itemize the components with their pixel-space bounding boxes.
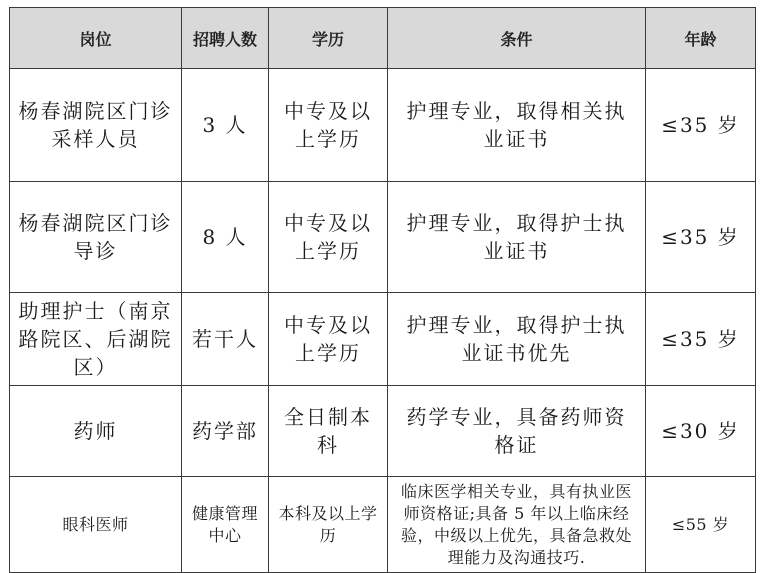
cell-position: 药师 [10,386,182,477]
table-row [10,182,756,293]
cell-age: ≤35 岁 [646,293,756,386]
cell-age: ≤30 岁 [646,386,756,477]
cell-requirements: 药学专业，具备药师资格证 [388,386,646,477]
header-requirements: 条件 [388,8,646,69]
cell-education: 中专及以上学历 [269,293,388,386]
cell-position: 眼科医师 [10,477,182,573]
table-row [10,477,756,573]
cell-age: ≤35 岁 [646,69,756,182]
cell-education: 中专及以上学历 [269,69,388,182]
cell-headcount: 3 人 [182,69,269,182]
cell-requirements: 护理专业，取得护士执业证书 [388,182,646,293]
cell-education: 中专及以上学历 [269,182,388,293]
cell-headcount: 健康管理中心 [182,477,269,573]
table-header-row [10,8,756,69]
cell-headcount: 若干人 [182,293,269,386]
cell-age: ≤55 岁 [646,477,756,573]
header-position: 岗位 [10,8,182,69]
header-age: 年龄 [646,8,756,69]
cell-education: 本科及以上学历 [269,477,388,573]
header-headcount: 招聘人数 [182,8,269,69]
table-row [10,69,756,182]
cell-headcount: 药学部 [182,386,269,477]
cell-position: 助理护士（南京路院区、后湖院区） [10,293,182,386]
header-education: 学历 [269,8,388,69]
cell-position: 杨春湖院区门诊导诊 [10,182,182,293]
cell-requirements: 临床医学相关专业，具有执业医师资格证;具备 5 年以上临床经验，中级以上优先，具备急救处理能力及沟通技巧. [388,477,646,573]
cell-age: ≤35 岁 [646,182,756,293]
table-row [10,293,756,386]
cell-position: 杨春湖院区门诊采样人员 [10,69,182,182]
cell-requirements: 护理专业，取得相关执业证书 [388,69,646,182]
recruitment-table [9,7,756,573]
cell-education: 全日制本科 [269,386,388,477]
cell-requirements: 护理专业，取得护士执业证书优先 [388,293,646,386]
table-row [10,386,756,477]
cell-headcount: 8 人 [182,182,269,293]
